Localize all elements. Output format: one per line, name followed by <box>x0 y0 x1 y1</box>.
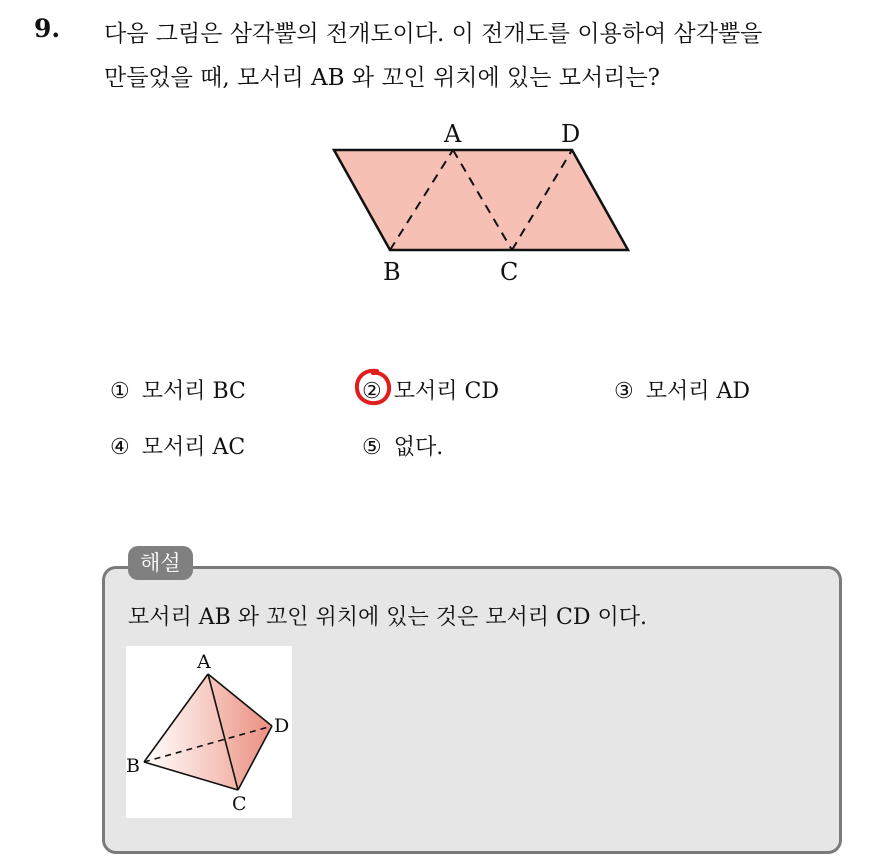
solution-tag: 해설 <box>128 546 193 580</box>
net-parallelogram <box>334 150 628 250</box>
choice-4-number: ④ <box>110 435 130 460</box>
choice-1-number: ① <box>110 379 130 404</box>
net-label-d: D <box>561 120 581 148</box>
tetrahedron-svg <box>126 646 292 818</box>
choice-4[interactable] <box>110 430 245 461</box>
choice-1[interactable] <box>110 374 246 405</box>
choice-5-text: 없다. <box>393 435 444 460</box>
answer-circle-mark <box>353 367 393 407</box>
question-line-1: 다음 그림은 삼각뿔의 전개도이다. 이 전개도를 이용하여 삼각뿔을 <box>104 21 763 47</box>
question-line-2: 만들었을 때, 모서리 AB 와 꼬인 위치에 있는 모서리는? <box>104 65 661 91</box>
net-label-a: A <box>444 120 462 148</box>
net-label-c: C <box>500 258 519 286</box>
choice-3[interactable] <box>614 374 750 405</box>
tetra-label-c: C <box>232 793 247 815</box>
choice-2-number: ② <box>362 379 382 404</box>
choice-5[interactable] <box>362 430 443 461</box>
tetrahedron-figure <box>126 646 292 818</box>
choice-1-text: 모서리 BC <box>141 379 246 404</box>
solution-text: 모서리 AB 와 꼬인 위치에 있는 것은 모서리 CD 이다. <box>128 605 647 630</box>
choice-5-number: ⑤ <box>362 435 382 460</box>
tetra-label-b: B <box>126 755 140 777</box>
question-number: 9. <box>34 14 61 43</box>
net-label-b: B <box>383 258 401 286</box>
choice-3-text: 모서리 AD <box>645 379 751 404</box>
choice-3-number: ③ <box>614 379 634 404</box>
choice-4-text: 모서리 AC <box>141 435 246 460</box>
tetra-label-d: D <box>274 715 290 737</box>
pyramid-net-figure <box>0 0 884 300</box>
tetra-label-a: A <box>197 651 211 673</box>
choice-2-text: 모서리 CD <box>393 379 499 404</box>
